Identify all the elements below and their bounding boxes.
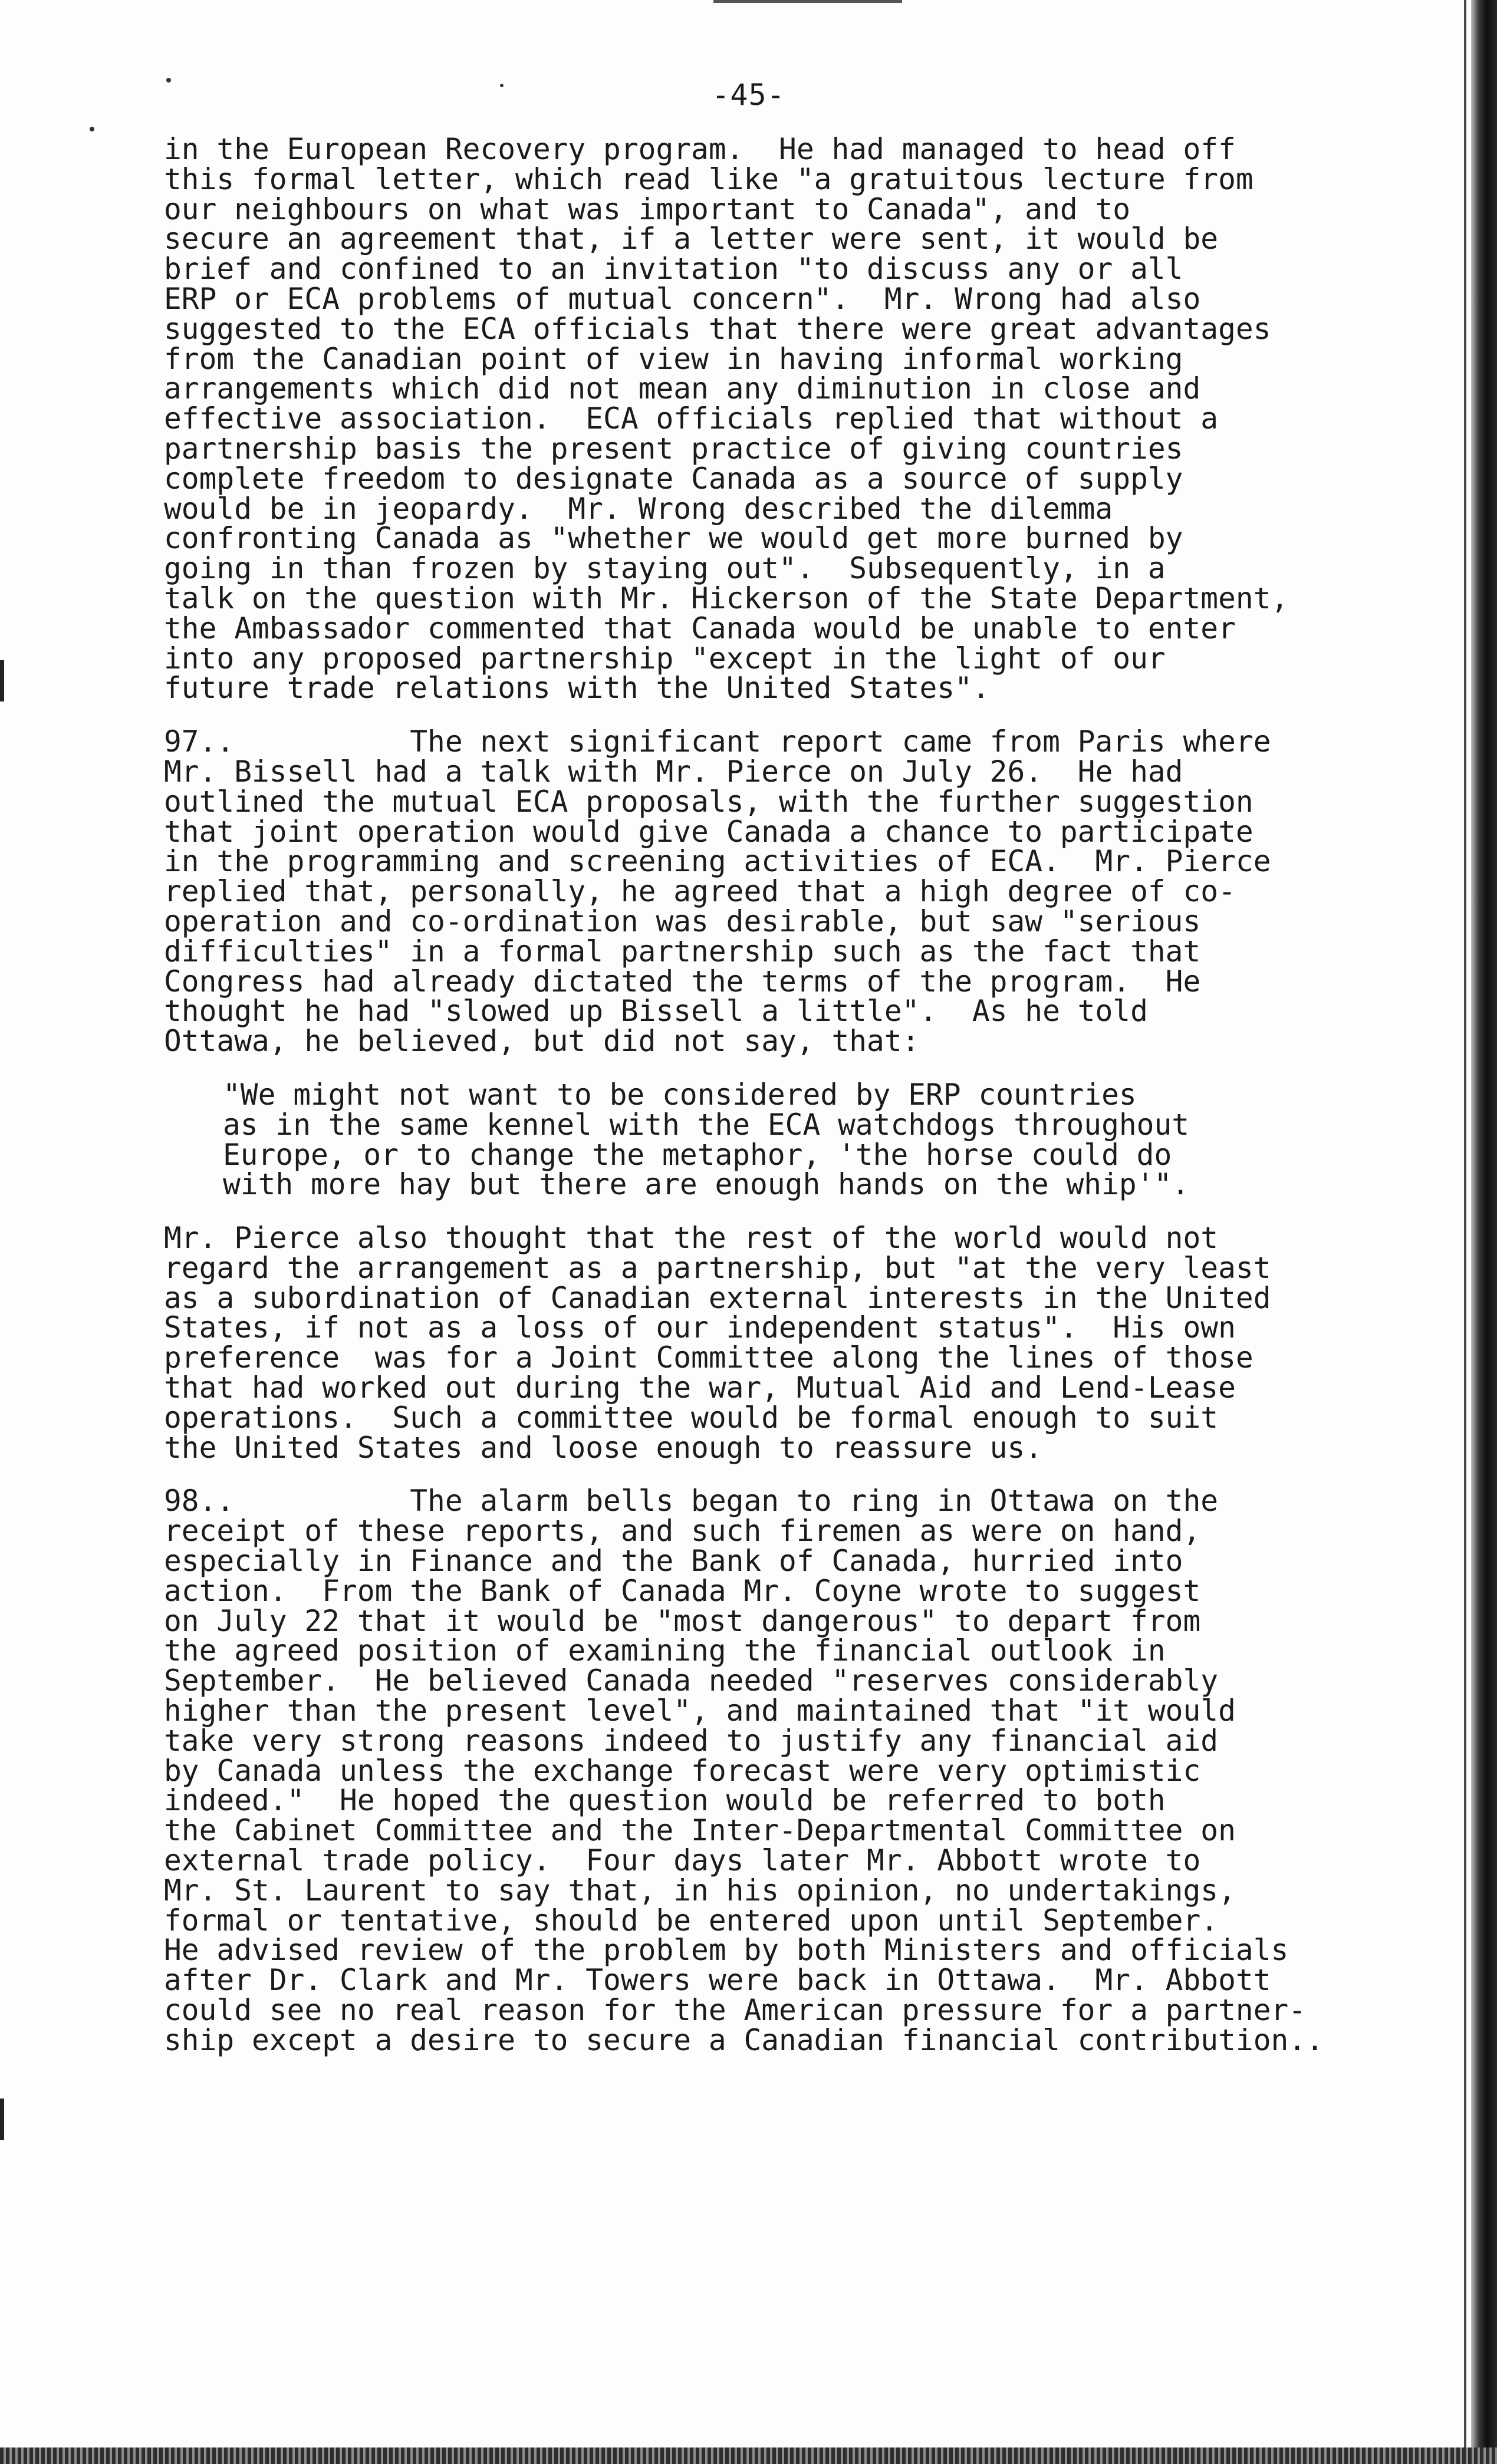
text-line: the Ambassador commented that Canada would be unable to enter [164, 611, 1236, 645]
text-line: future trade relations with the United States". [164, 671, 990, 706]
text-line: confronting Canada as "whether we would get more burned by [164, 521, 1183, 556]
text-line: effective association. ECA officials replied that without a [164, 401, 1219, 436]
text-line: secure an agreement that, if a letter were sent, it would be [164, 222, 1219, 256]
text-line: higher than the present level", and maintained that "it would [164, 1694, 1236, 1728]
text-line: thought he had "slowed up Bissell a little". As he told [164, 994, 1148, 1029]
text-line: brief and confined to an invitation "to discuss any or all [164, 252, 1183, 286]
text-line: suggested to the ECA officials that there were great advantages [164, 311, 1271, 346]
scan-speck [90, 127, 94, 131]
paragraph-gap [164, 1056, 1361, 1080]
text-line: action. From the Bank of Canada Mr. Coyne wrote to suggest [164, 1573, 1201, 1608]
text-line: that had worked out during the war, Mutual Aid and Lend-Lease [164, 1371, 1236, 1405]
text-line: ship except a desire to secure a Canadian financial contribution.. [164, 2022, 1324, 2057]
text-line: receipt of these reports, and such firemen as were on hand, [164, 1514, 1201, 1549]
scan-right-edge [1471, 0, 1497, 2464]
page-number: -45- [712, 78, 785, 112]
text-line: by Canada unless the exchange forecast were very optimistic [164, 1753, 1201, 1788]
left-margin-mark [0, 660, 4, 701]
text-line: partnership basis the present practice of giving countries [164, 431, 1183, 466]
paragraph-gap [164, 1462, 1361, 1486]
paragraph-gap [164, 1200, 1361, 1223]
top-edge-rule [713, 0, 902, 3]
text-line: as a subordination of Canadian external interests in the United [164, 1280, 1271, 1315]
text-line: Mr. St. Laurent to say that, in his opinion, no undertakings, [164, 1873, 1236, 1908]
text-line: Congress had already dictated the terms of the program. He [164, 964, 1201, 999]
text-line: talk on the question with Mr. Hickerson of the State Department, [164, 581, 1289, 615]
text-line: States, if not as a loss of our independent status". His own [164, 1310, 1236, 1345]
body-text [164, 134, 1361, 2055]
text-line: on July 22 that it would be "most dangerous" to depart from [164, 1603, 1201, 1638]
text-line: especially in Finance and the Bank of Canada, hurried into [164, 1544, 1183, 1579]
text-line: from the Canadian point of view in having informal working [164, 341, 1183, 376]
text-line: take very strong reasons indeed to justify any financial aid [164, 1723, 1219, 1758]
paragraph [164, 132, 1361, 706]
text-line: regard the arrangement as a partnership, but "at the very least [164, 1250, 1271, 1285]
paragraph [164, 1221, 1361, 1465]
text-line: preference was for a Joint Committee along the lines of those [164, 1340, 1253, 1375]
paragraph-gap [164, 703, 1361, 727]
text-line: replied that, personally, he agreed that a high degree of co- [164, 874, 1236, 909]
text-line: Mr. Bissell had a talk with Mr. Pierce on July 26. He had [164, 754, 1183, 789]
text-line: Ottawa, he believed, but did not say, that: [164, 1024, 920, 1059]
text-line: arrangements which did not mean any diminution in close and [164, 371, 1201, 406]
text-line: going in than frozen by staying out". Subsequently, in a [164, 551, 1166, 586]
text-line: with more hay but there are enough hands on the whip'". [223, 1167, 1190, 1202]
text-line: ERP or ECA problems of mutual concern". Mr. Wrong had also [164, 281, 1201, 316]
text-line: after Dr. Clark and Mr. Towers were back in Ottawa. Mr. Abbott [164, 1963, 1271, 1998]
text-line: 98.. The alarm bells began to ring in Ottawa on the [164, 1484, 1219, 1518]
scan-bottom-edge [0, 2447, 1497, 2464]
text-line: formal or tentative, should be entered upon until September. [164, 1903, 1219, 1938]
block-quote [164, 1077, 1361, 1202]
text-line: this formal letter, which read like "a gratuitous lecture from [164, 162, 1253, 196]
text-line: the agreed position of examining the financial outlook in [164, 1633, 1166, 1668]
text-line: "We might not want to be considered by ERP countries [223, 1077, 1137, 1112]
text-line: complete freedom to designate Canada as a source of supply [164, 461, 1183, 496]
text-line: that joint operation would give Canada a chance to participate [164, 814, 1253, 849]
text-line: outlined the mutual ECA proposals, with the further suggestion [164, 784, 1253, 819]
text-line: the Cabinet Committee and the Inter-Departmental Committee on [164, 1813, 1236, 1848]
text-line: difficulties" in a formal partnership such as the fact that [164, 934, 1201, 969]
page-edge-line [1464, 0, 1466, 2464]
text-line: could see no real reason for the American pressure for a partner- [164, 1993, 1307, 2028]
text-line: 97.. The next significant report came from Paris where [164, 724, 1271, 759]
paragraph [164, 1486, 1361, 2055]
left-margin-mark [0, 2099, 4, 2140]
text-line: Europe, or to change the metaphor, 'the horse could do [223, 1137, 1172, 1172]
text-line: operation and co-ordination was desirable, but saw "serious [164, 904, 1201, 938]
text-line: into any proposed partnership "except in the light of our [164, 641, 1166, 676]
text-line: Mr. Pierce also thought that the rest of the world would not [164, 1221, 1219, 1256]
text-line: would be in jeopardy. Mr. Wrong described the dilemma [164, 491, 1113, 526]
text-line: the United States and loose enough to reassure us. [164, 1430, 1043, 1465]
text-line: He advised review of the problem by both Ministers and officials [164, 1933, 1289, 1968]
text-line: external trade policy. Four days later Mr. Abbott wrote to [164, 1843, 1201, 1878]
text-line: as in the same kennel with the ECA watchdogs throughout [223, 1107, 1190, 1142]
text-line: in the programming and screening activities of ECA. Mr. Pierce [164, 844, 1271, 879]
text-line: September. He believed Canada needed "reserves considerably [164, 1663, 1219, 1698]
text-line: indeed." He hoped the question would be referred to both [164, 1783, 1166, 1818]
text-line: in the European Recovery program. He had managed to head off [164, 132, 1236, 166]
text-line: our neighbours on what was important to Canada", and to [164, 192, 1131, 226]
paragraph [164, 724, 1361, 1059]
text-line: operations. Such a committee would be formal enough to suit [164, 1400, 1219, 1435]
